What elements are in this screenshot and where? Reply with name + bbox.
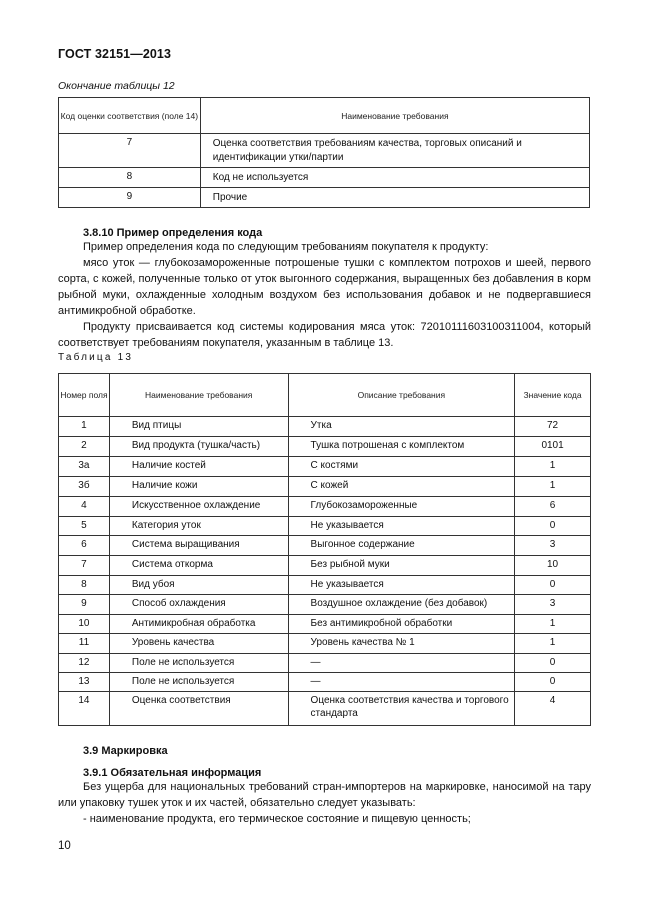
table-row [59,477,591,497]
table-13-header: Номер поля [59,374,110,417]
table-13-cell-field: 4 [59,497,110,517]
table-13-caption: Таблица 13 [58,352,134,363]
table-13-cell-description: Уровень качества № 1 [288,634,515,654]
table-13-cell-description: Не указывается [288,576,515,595]
table-12-header-name: Наименование требования [200,98,589,134]
table-13-cell-name: Искусственное охлаждение [109,497,288,517]
table-13-cell-description: Без рыбной муки [288,556,515,576]
section-3-9-1-body [58,779,591,827]
table-13-body [59,417,591,726]
table-row [59,556,591,576]
table-13-cell-code: 3 [515,536,591,556]
table-13-cell-name: Поле не используется [109,673,288,692]
table-13-cell-description: С костями [288,457,515,477]
table-row [59,457,591,477]
table-row [59,517,591,536]
table-13-cell-code: 0 [515,673,591,692]
table-13-cell-field: 1 [59,417,110,437]
table-13-header: Значение кода [515,374,591,417]
table-13-cell-field: 3а [59,457,110,477]
table-13-cell-field: 10 [59,615,110,634]
table-13-cell-name: Наличие костей [109,457,288,477]
table-13-cell-name: Наличие кожи [109,477,288,497]
table-row [59,595,591,615]
table-13 [58,373,591,726]
table-13-header: Наименование требования [109,374,288,417]
table-13-cell-name: Вид продукта (тушка/часть) [109,437,288,457]
table-row [59,654,591,673]
table-13-cell-description: Воздушное охлаждение (без добавок) [288,595,515,615]
table-13-cell-code: 10 [515,556,591,576]
page-number: 10 [58,840,71,852]
table-12-header-code: Код оценки соответствия (поле 14) [59,98,201,134]
table-13-cell-field: 8 [59,576,110,595]
table-13-cell-description: Глубокозамороженные [288,497,515,517]
table-13-cell-name: Оценка соответствия [109,692,288,726]
table-13-cell-name: Способ охлаждения [109,595,288,615]
table-12-cell-code: 7 [59,134,201,168]
table-13-cell-code: 6 [515,497,591,517]
table-13-cell-field: 13 [59,673,110,692]
table-13-cell-field: 11 [59,634,110,654]
table-13-cell-description: — [288,673,515,692]
table-13-cell-description: — [288,654,515,673]
table-13-cell-name: Вид птицы [109,417,288,437]
table-13-cell-code: 0 [515,517,591,536]
table-13-cell-code: 3 [515,595,591,615]
table-row [59,497,591,517]
paragraph: Продукту присваивается код системы кодирования мяса уток: 72010111603100311004, который соответствует требованиям покупателя, указанным в таблице 13. [58,321,591,349]
table-13-cell-code: 1 [515,634,591,654]
table-13-cell-name: Система откорма [109,556,288,576]
table-12-cell-code: 8 [59,168,201,188]
document-header: ГОСТ 32151—2013 [58,47,172,61]
table-13-cell-field: 3б [59,477,110,497]
section-3-8-10-title: 3.8.10 Пример определения кода [83,227,263,239]
table-13-cell-code: 1 [515,477,591,497]
table-12 [58,97,590,208]
table-13-cell-description: Выгонное содержание [288,536,515,556]
table-13-cell-code: 72 [515,417,591,437]
paragraph: Пример определения кода по следующим требованиям покупателя к продукту: [83,241,489,253]
table-13-cell-code: 1 [515,615,591,634]
paragraph: мясо уток — глубокозамороженные потрошеные тушки с комплектом потрохов и шеей, первого сорта, с кожей, полученные только от уток выгонного содержания, выращенных без добавления в корм рыбной муки, охлажденные холодным воздухом без использования добавок и не подвергавшиеся антимикробной обработке. [58,257,591,317]
table-13-cell-name: Система выращивания [109,536,288,556]
section-3-9-title: 3.9 Маркировка [83,745,168,757]
table-row [59,634,591,654]
table-row [59,576,591,595]
paragraph: - наименование продукта, его термическое состояние и пищевую ценность; [83,813,471,825]
table-12-cell-code: 9 [59,188,201,208]
table-13-cell-field: 2 [59,437,110,457]
table-12-cell-name: Оценка соответствия требованиям качества, торговых описаний и идентификации утки/партии [200,134,589,168]
section-3-8-10-body [58,239,591,351]
table-13-cell-code: 0 [515,576,591,595]
table-13-cell-field: 5 [59,517,110,536]
table-13-cell-code: 0101 [515,437,591,457]
table-row [59,437,591,457]
table-13-cell-description: Утка [288,417,515,437]
table-13-cell-code: 1 [515,457,591,477]
table-13-cell-description: Тушка потрошеная с комплектом [288,437,515,457]
table-13-cell-description: Не указывается [288,517,515,536]
table-13-cell-field: 14 [59,692,110,726]
table-13-cell-field: 9 [59,595,110,615]
table-row [59,417,591,437]
table-13-cell-name: Поле не используется [109,654,288,673]
table-13-cell-name: Вид убоя [109,576,288,595]
table-13-cell-description: С кожей [288,477,515,497]
paragraph: Без ущерба для национальных требований стран-импортеров на маркировке, наносимой на тару или упаковку тушек уток и их частей, обязательно следует указывать: [58,781,591,809]
table-12-cell-name: Прочие [200,188,589,208]
table-13-cell-name: Антимикробная обработка [109,615,288,634]
table-13-cell-description: Оценка соответствия качества и торгового стандарта [288,692,515,726]
section-3-9-1-title: 3.9.1 Обязательная информация [83,767,262,779]
table-13-cell-field: 7 [59,556,110,576]
table-13-cell-code: 0 [515,654,591,673]
table-13-cell-name: Категория уток [109,517,288,536]
table-row [59,615,591,634]
table-row [59,673,591,692]
table-row [59,692,591,726]
table-12-caption: Окончание таблицы 12 [58,80,175,92]
table-13-header: Описание требования [288,374,515,417]
table-13-cell-description: Без антимикробной обработки [288,615,515,634]
table-13-cell-name: Уровень качества [109,634,288,654]
table-13-cell-code: 4 [515,692,591,726]
table-13-cell-field: 12 [59,654,110,673]
table-12-cell-name: Код не используется [200,168,589,188]
table-13-cell-field: 6 [59,536,110,556]
table-row [59,536,591,556]
